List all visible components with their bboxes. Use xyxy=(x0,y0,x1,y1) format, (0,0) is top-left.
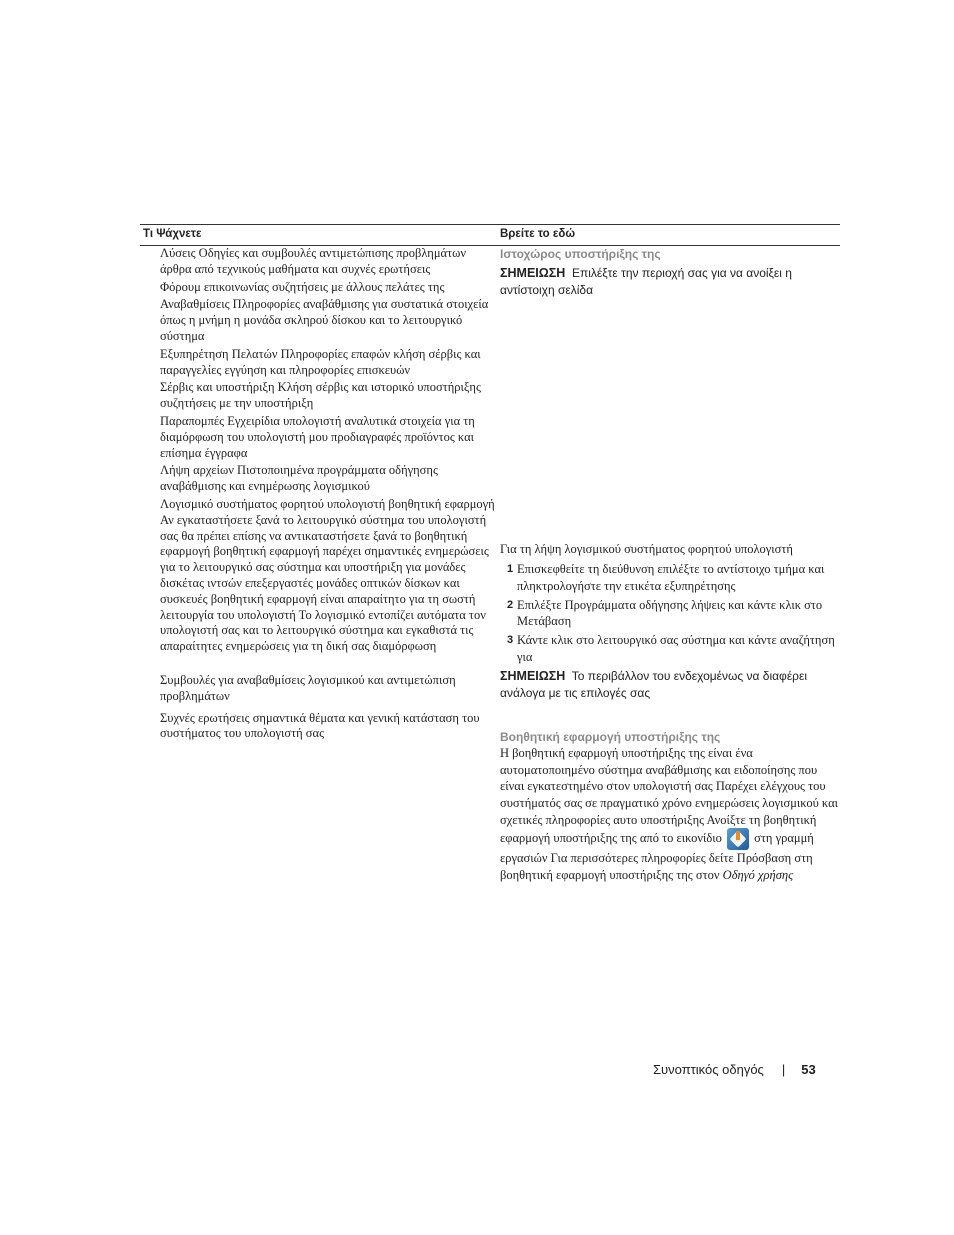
footer-separator: | xyxy=(781,1062,786,1077)
header-what-you-look-for: Τι Ψάχνετε xyxy=(143,228,202,240)
download-steps xyxy=(500,561,840,665)
support-site-note xyxy=(500,265,840,299)
item-reference: Παραπομπές Εγχειρίδια υπολογιστή αναλυτικά στοιχεία για τη διαμόρφωση του υπολογιστή μου προδιαγραφές προϊόντος και επίσημα έγγραφα xyxy=(160,413,475,460)
table-header xyxy=(140,224,840,246)
download-intro: Για τη λήψη λογισμικού συστήματος φορητού υπολογιστή xyxy=(500,542,793,556)
header-find-it-here: Βρείτε το εδώ xyxy=(500,228,576,240)
support-site-heading: Ιστοχώρος υποστήριξης της xyxy=(500,247,661,261)
utility-section xyxy=(500,729,840,883)
utility-text: Η βοηθητική εφαρμογή υποστήριξης της είναι ένα αυτοματοποιημένο σύστημα αναβάθμισης και ειδοποίησης που είναι εγκατεστημένο στον υπολογιστή σας Παρέχει ελέγχους του συστήματός σας σε πραγματικό χρόνο ενημερώσεις λογισμικού και σχετικές πληροφορίες αυτο υποστήριξης Ανοίξτε τη βοηθητική εφαρμογή υποστήριξης της από το εικονίδιο στη γραμμή εργασιών Για περισσότερες πληροφορίες δείτε Πρόσβαση στη βοηθητική εφαρμογή υποστήριξης της στον Οδηγό χρήσης xyxy=(500,746,838,882)
item-service-support: Σέρβις και υποστήριξη Κλήση σέρβις και ιστορικό υποστήριξης συζητήσεις με την υποστήριξη xyxy=(160,380,481,411)
item-software-tips: Συμβουλές για αναβαθμίσεις λογισμικού και αντιμετώπιση προβλημάτων xyxy=(160,672,456,703)
page-number: 53 xyxy=(801,1062,816,1077)
note-label: ΣΗΜΕΙΩΣΗ xyxy=(500,669,566,684)
item-system-software: Λογισμικό συστήματος φορητού υπολογιστή βοηθητική εφαρμογή Αν εγκαταστήσετε ξανά το λειτουργικό σύστημα του υπολογιστή σας θα πρέπει επίσης να αντικαταστήσετε ξανά το βοηθητική εφαρμογή βοηθητική εφαρμογή παρέχει σημαντικές ενημερώσεις για το λειτουργικό σας σύστημα και υποστήριξη για μονάδες δισκέτας ιντσών επεξεργαστές μονάδες οπτικών δίσκων και συσκευές βοηθητική εφαρμογή είναι απαραίτητο για τη σωστή λειτουργία του υπολογιστή Το λογισμικό εντοπίζει αυτόματα τον υπολογιστή σας και το λειτουργικό σύστημα και εγκαθιστά τις απαραίτητες ενημερώσεις για τη δική σας διαμόρφωση xyxy=(160,496,495,654)
download-step: 1 Επισκεφθείτε τη διεύθυνση επιλέξτε το αντίστοιχο τμήμα και πληκτρολογήστε την ετικέτα εξυπηρέτησης xyxy=(507,562,825,593)
left-column xyxy=(160,246,495,744)
footer-title: Συνοπτικός οδηγός xyxy=(653,1062,764,1077)
download-step: 3 Κάντε κλικ στο λειτουργικό σας σύστημα και κάντε αναζήτηση για xyxy=(507,633,835,664)
item-community-forum: Φόρουμ επικοινωνίας συζητήσεις με άλλους πελάτες της xyxy=(160,279,445,294)
item-faq: Συχνές ερωτήσεις σημαντικά θέματα και γενική κατάσταση του συστήματος του υπολογιστή σας xyxy=(160,710,480,741)
download-section xyxy=(500,541,840,702)
item-customer-care: Εξυπηρέτηση Πελατών Πληροφορίες επαφών κλήση σέρβις και παραγγελίες εγγύηση και πληροφορίες επισκευών xyxy=(160,346,481,377)
utility-heading: Βοηθητική εφαρμογή υποστήριξης της xyxy=(500,730,721,744)
item-solutions: Λύσεις Οδηγίες και συμβουλές αντιμετώπισης προβλημάτων άρθρα από τεχνικούς μαθήματα και συχνές ερωτήσεις xyxy=(160,246,466,276)
item-upgrades: Αναβαθμίσεις Πληροφορίες αναβάθμισης για συστατικά στοιχεία όπως η μνήμη η μονάδα σκληρού δίσκου και το λειτουργικό σύστημα xyxy=(160,297,489,343)
support-utility-icon xyxy=(727,828,749,850)
note-label: ΣΗΜΕΙΩΣΗ xyxy=(500,266,566,281)
page-footer xyxy=(653,1062,816,1077)
download-step: 2 Επιλέξτε Προγράμματα οδήγησης λήψεις και κάντε κλικ στο Μετάβαση xyxy=(507,597,823,629)
user-guide-title: Οδηγό χρήσης xyxy=(722,867,794,882)
item-downloads: Λήψη αρχείων Πιστοποιημένα προγράμματα οδήγησης αναβάθμισης και ενημέρωσης λογισμικού xyxy=(160,463,438,494)
download-note xyxy=(500,668,840,702)
note-text: Το περιβάλλον του ενδεχομένως να διαφέρει ανάλογα με τις επιλογές σας xyxy=(500,669,808,701)
note-text: Επιλέξτε την περιοχή σας για να ανοίξει η αντίστοιχη σελίδα xyxy=(500,266,792,298)
support-site-section xyxy=(500,246,840,299)
